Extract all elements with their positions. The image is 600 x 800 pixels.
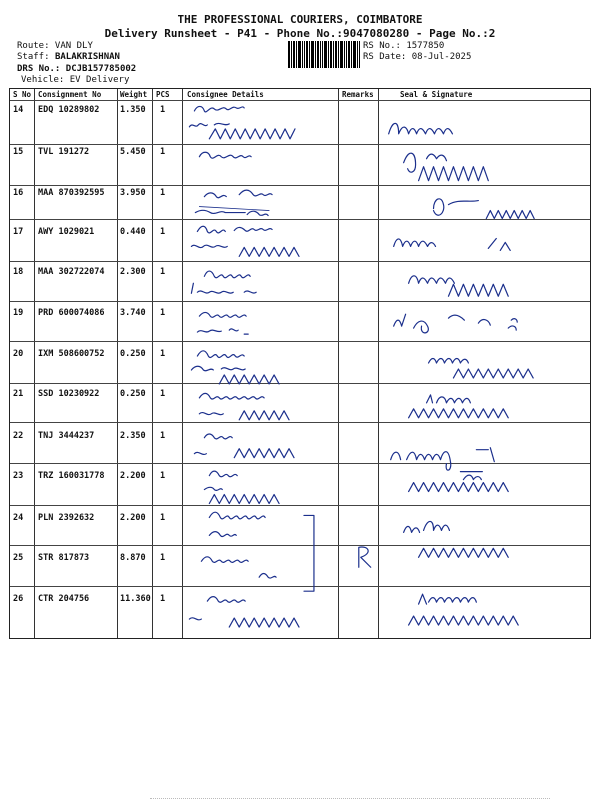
row-weight: 1.350 xyxy=(120,105,146,115)
row-divider xyxy=(10,219,590,220)
barcode xyxy=(288,41,360,68)
row-divider xyxy=(10,144,590,145)
col-divider xyxy=(338,89,339,638)
row-weight: 2.200 xyxy=(120,513,146,523)
footer-dotted-line xyxy=(150,798,550,799)
row-divider xyxy=(10,341,590,342)
row-pcs: 1 xyxy=(160,105,166,115)
row-sno: 15 xyxy=(13,147,24,157)
row-sno: 21 xyxy=(13,389,24,399)
row-pcs: 1 xyxy=(160,147,166,157)
row-divider xyxy=(10,422,590,423)
row-consignment: STR 817873 xyxy=(38,553,90,563)
staff-label: Staff: xyxy=(17,52,50,62)
row-divider xyxy=(10,586,590,587)
row-consignment: SSD 10230922 xyxy=(38,389,100,399)
row-sno: 16 xyxy=(13,188,24,198)
row-pcs: 1 xyxy=(160,227,166,237)
rs-number: RS No.: 1577850 xyxy=(363,41,445,51)
row-sno: 17 xyxy=(13,227,24,237)
row-sno: 14 xyxy=(13,105,24,115)
row-sno: 19 xyxy=(13,308,24,318)
row-weight: 8.870 xyxy=(120,553,146,563)
runsheet-table xyxy=(9,88,591,639)
drs-value: DCJB157785002 xyxy=(65,64,137,74)
row-consignment: PLN 2392632 xyxy=(38,513,95,523)
row-pcs: 1 xyxy=(160,188,166,198)
row-consignment: TNJ 3444237 xyxy=(38,431,95,441)
row-sno: 18 xyxy=(13,267,24,277)
row-weight: 3.740 xyxy=(120,308,146,318)
row-consignment: IXM 508600752 xyxy=(38,349,105,359)
row-consignment: CTR 204756 xyxy=(38,594,90,604)
row-weight: 0.440 xyxy=(120,227,146,237)
row-consignment: MAA 870392595 xyxy=(38,188,105,198)
row-weight: 2.300 xyxy=(120,267,146,277)
header-divider xyxy=(10,100,590,101)
row-pcs: 1 xyxy=(160,594,166,604)
drs-label: DRS No.: xyxy=(17,64,61,74)
route-text: Route: VAN DLY xyxy=(17,41,93,51)
row-sno: 22 xyxy=(13,431,24,441)
row-pcs: 1 xyxy=(160,267,166,277)
row-divider xyxy=(10,505,590,506)
row-divider xyxy=(10,463,590,464)
row-pcs: 1 xyxy=(160,308,166,318)
row-pcs: 1 xyxy=(160,349,166,359)
row-consignment: PRD 600074086 xyxy=(38,308,105,318)
col-divider xyxy=(378,89,379,638)
row-consignment: EDQ 10289802 xyxy=(38,105,100,115)
row-pcs: 1 xyxy=(160,471,166,481)
row-pcs: 1 xyxy=(160,553,166,563)
row-divider xyxy=(10,185,590,186)
handwriting-layer xyxy=(10,89,590,638)
row-consignment: MAA 302722074 xyxy=(38,267,105,277)
header-sno: S No xyxy=(13,90,32,99)
header-signature: Seal & Signature xyxy=(400,90,473,99)
row-weight: 0.250 xyxy=(120,389,146,399)
row-consignment: AWY 1029021 xyxy=(38,227,95,237)
runsheet-title: Delivery Runsheet - P41 - Phone No.:9047080280 - Page No.:2 xyxy=(104,27,496,40)
header-pcs: PCS xyxy=(156,90,170,99)
row-divider xyxy=(10,261,590,262)
row-weight: 2.350 xyxy=(120,431,146,441)
col-divider xyxy=(117,89,118,638)
row-pcs: 1 xyxy=(160,513,166,523)
row-consignment: TVL 191272 xyxy=(38,147,90,157)
row-weight: 11.360 xyxy=(120,594,151,604)
row-consignment: TRZ 160031778 xyxy=(38,471,105,481)
vehicle-text: Vehicle: EV Delivery xyxy=(21,75,130,85)
row-divider xyxy=(10,545,590,546)
col-divider xyxy=(34,89,35,638)
row-divider xyxy=(10,383,590,384)
row-sno: 24 xyxy=(13,513,24,523)
header-consignment: Consignment No xyxy=(38,90,102,99)
col-divider xyxy=(152,89,153,638)
drs-number xyxy=(17,64,136,74)
rs-date: RS Date: 08-Jul-2025 xyxy=(363,52,472,62)
row-divider xyxy=(10,301,590,302)
header-remarks: Remarks xyxy=(342,90,374,99)
row-pcs: 1 xyxy=(160,389,166,399)
company-title: THE PROFESSIONAL COURIERS, COIMBATORE xyxy=(177,13,423,26)
col-divider xyxy=(182,89,183,638)
row-pcs: 1 xyxy=(160,431,166,441)
staff-name: BALAKRISHNAN xyxy=(54,52,120,62)
row-sno: 20 xyxy=(13,349,24,359)
header-consignee: Consignee Details xyxy=(187,90,264,99)
row-weight: 5.450 xyxy=(120,147,146,157)
row-weight: 2.200 xyxy=(120,471,146,481)
staff-text xyxy=(17,52,120,62)
row-sno: 26 xyxy=(13,594,24,604)
row-weight: 0.250 xyxy=(120,349,146,359)
row-sno: 25 xyxy=(13,553,24,563)
row-weight: 3.950 xyxy=(120,188,146,198)
header-weight: Weight xyxy=(120,90,148,99)
row-sno: 23 xyxy=(13,471,24,481)
